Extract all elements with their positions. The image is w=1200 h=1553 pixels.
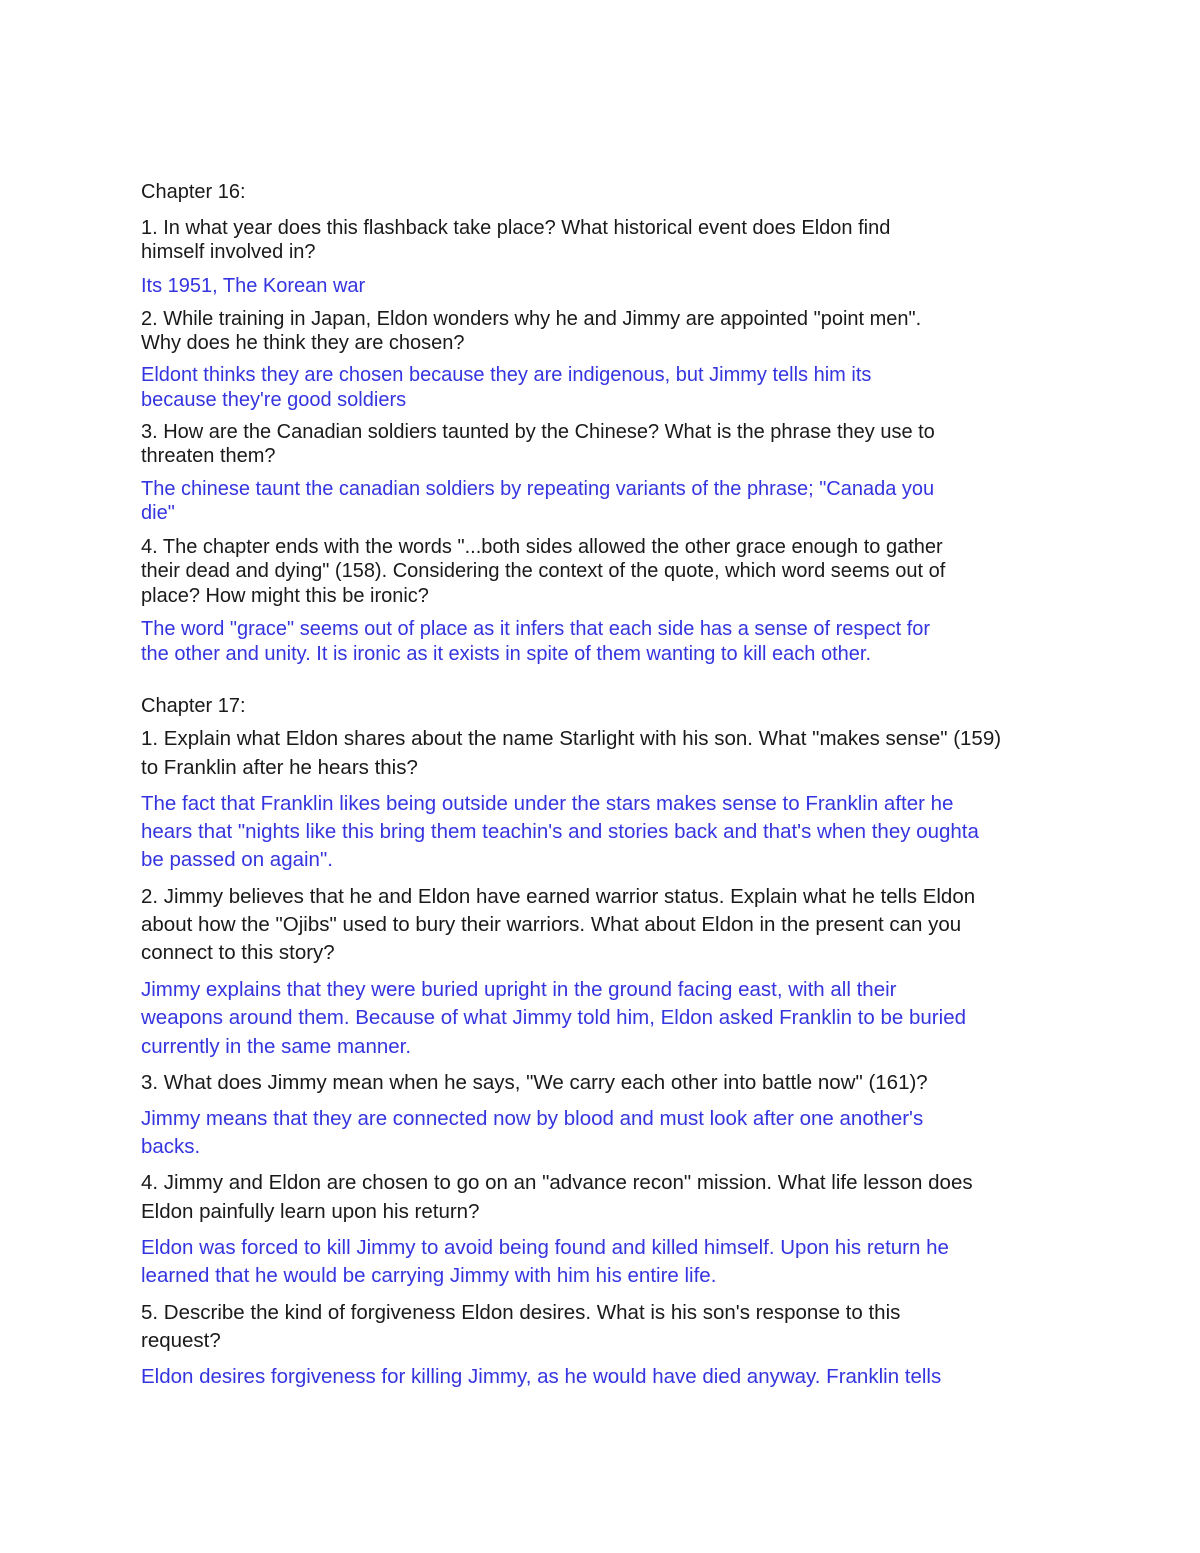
ch16-a2-line-2: because they're good soldiers [141,389,407,411]
ch16-q4-line-1: 4. The chapter ends with the words "...both sides allowed the other grace enough to gather [141,536,943,558]
ch17-q1-line-2: to Franklin after he hears this? [141,756,418,779]
ch16-q4-line-2: their dead and dying" (158). Considering the context of the quote, which word seems out of [141,560,946,582]
ch16-a3-line-2: die" [141,502,175,524]
ch17-q4-line-2: Eldon painfully learn upon his return? [141,1200,480,1223]
ch16-a4-line-2: the other and unity. It is ironic as it exists in spite of them wanting to kill each other. [141,643,871,665]
ch17-a2-line-2: weapons around them. Because of what Jimmy told him, Eldon asked Franklin to be buried [141,1006,966,1029]
ch17-q2-line-3: connect to this story? [141,941,335,964]
ch16-q4-line-3: place? How might this be ironic? [141,585,429,607]
ch16-a3-line-1: The chinese taunt the canadian soldiers by repeating variants of the phrase; "Canada you [141,478,935,500]
ch17-q1-line-1: 1. Explain what Eldon shares about the name Starlight with his son. What "makes sense" (159) [141,727,1002,750]
chapter-16-heading: Chapter 16: [141,181,246,203]
ch17-a5-line-1: Eldon desires forgiveness for killing Jimmy, as he would have died anyway. Franklin tells [141,1365,942,1388]
ch16-q3-line-1: 3. How are the Canadian soldiers taunted by the Chinese? What is the phrase they use to [141,421,935,443]
ch17-q2-line-2: about how the "Ojibs" used to bury their warriors. What about Eldon in the present can you [141,913,962,936]
chapter-17-heading: Chapter 17: [141,695,246,717]
ch16-q2-line-2: Why does he think they are chosen? [141,332,465,354]
ch17-a3-line-2: backs. [141,1135,201,1158]
ch17-a4-line-2: learned that he would be carrying Jimmy with him his entire life. [141,1264,717,1287]
ch16-a1-line-1: Its 1951, The Korean war [141,275,366,297]
ch17-q2-line-1: 2. Jimmy believes that he and Eldon have earned warrior status. Explain what he tells Eldon [141,885,976,908]
ch16-q3-line-2: threaten them? [141,445,276,467]
ch16-q1-line-1: 1. In what year does this flashback take place? What historical event does Eldon find [141,217,891,239]
ch16-q1-line-2: himself involved in? [141,241,316,263]
ch16-a4-line-1: The word "grace" seems out of place as it infers that each side has a sense of respect for [141,618,931,640]
ch16-a2-line-1: Eldont thinks they are chosen because they are indigenous, but Jimmy tells him its [141,364,872,386]
ch17-q5-line-2: request? [141,1329,221,1352]
ch17-a1-line-1: The fact that Franklin likes being outside under the stars makes sense to Franklin after he [141,792,954,815]
ch17-q3-line-1: 3. What does Jimmy mean when he says, "We carry each other into battle now" (161)? [141,1071,928,1094]
ch17-q4-line-1: 4. Jimmy and Eldon are chosen to go on an "advance recon" mission. What life lesson does [141,1171,973,1194]
ch17-a2-line-1: Jimmy explains that they were buried upright in the ground facing east, with all their [141,978,897,1001]
ch17-a1-line-2: hears that "nights like this bring them teachin's and stories back and that's when they oughta [141,820,979,843]
ch17-q5-line-1: 5. Describe the kind of forgiveness Eldon desires. What is his son's response to this [141,1301,901,1324]
ch17-a2-line-3: currently in the same manner. [141,1035,412,1058]
ch17-a1-line-3: be passed on again". [141,848,333,871]
ch17-a3-line-1: Jimmy means that they are connected now by blood and must look after one another's [141,1107,924,1130]
ch17-a4-line-1: Eldon was forced to kill Jimmy to avoid being found and killed himself. Upon his return he [141,1236,949,1259]
ch16-q2-line-1: 2. While training in Japan, Eldon wonders why he and Jimmy are appointed "point men". [141,308,922,330]
